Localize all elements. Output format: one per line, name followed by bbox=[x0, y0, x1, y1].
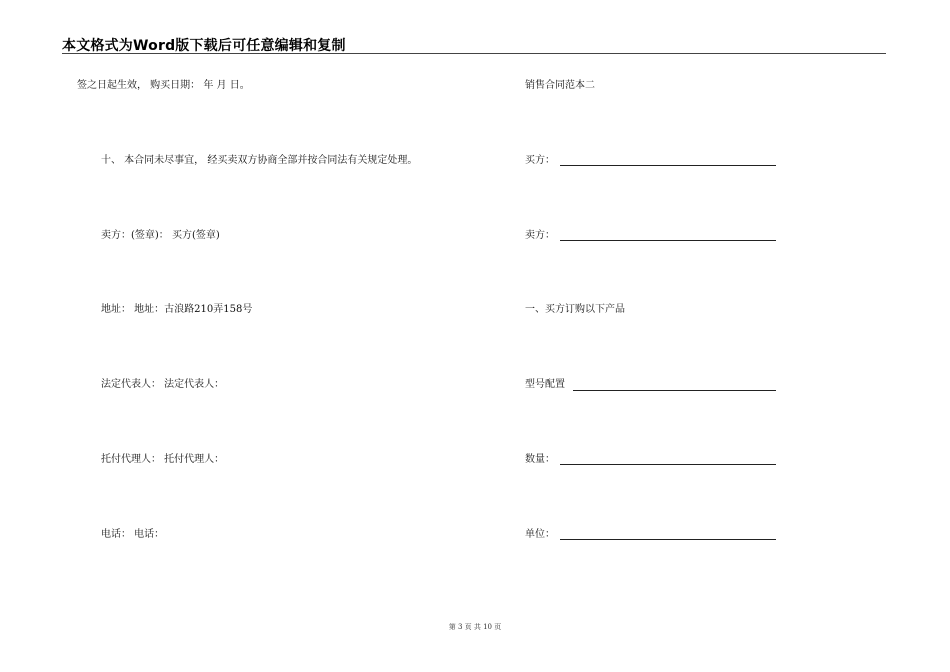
agent-line: 托付代理人： 托付代理人： bbox=[101, 454, 225, 465]
buyer-label: 买方： bbox=[525, 155, 555, 166]
seller-fill-line bbox=[560, 240, 776, 241]
header-divider bbox=[62, 53, 886, 54]
contract-template-title: 销售合同范本二 bbox=[525, 80, 595, 91]
quantity-fill-line bbox=[560, 464, 776, 465]
effective-date-line: 签之日起生效， 购买日期： 年 月 日。 bbox=[77, 80, 250, 91]
seller-buyer-seal-line: 卖方：(签章)： 买方(签章) bbox=[101, 230, 220, 241]
clause-ten-line: 十、 本合同未尽事宜， 经买卖双方协商全部并按合同法有关规定处理。 bbox=[101, 155, 418, 166]
phone-line: 电话： 电话： bbox=[101, 529, 165, 540]
seller-label: 卖方： bbox=[525, 230, 555, 241]
document-header-title: 本文格式为Word版下载后可任意编辑和复制 bbox=[62, 38, 346, 54]
buyer-fill-line bbox=[560, 165, 776, 166]
section-one-heading: 一、买方订购以下产品 bbox=[525, 304, 625, 315]
unit-label: 单位： bbox=[525, 529, 555, 540]
address-line: 地址： 地址：古浪路210弄158号 bbox=[101, 304, 253, 315]
model-config-fill-line bbox=[573, 390, 776, 391]
legal-representative-line: 法定代表人： 法定代表人： bbox=[101, 379, 225, 390]
unit-fill-line bbox=[560, 539, 776, 540]
page-number-footer: 第 3 页 共 10 页 bbox=[448, 623, 502, 631]
model-config-label: 型号配置 bbox=[525, 379, 565, 390]
quantity-label: 数量： bbox=[525, 454, 555, 465]
